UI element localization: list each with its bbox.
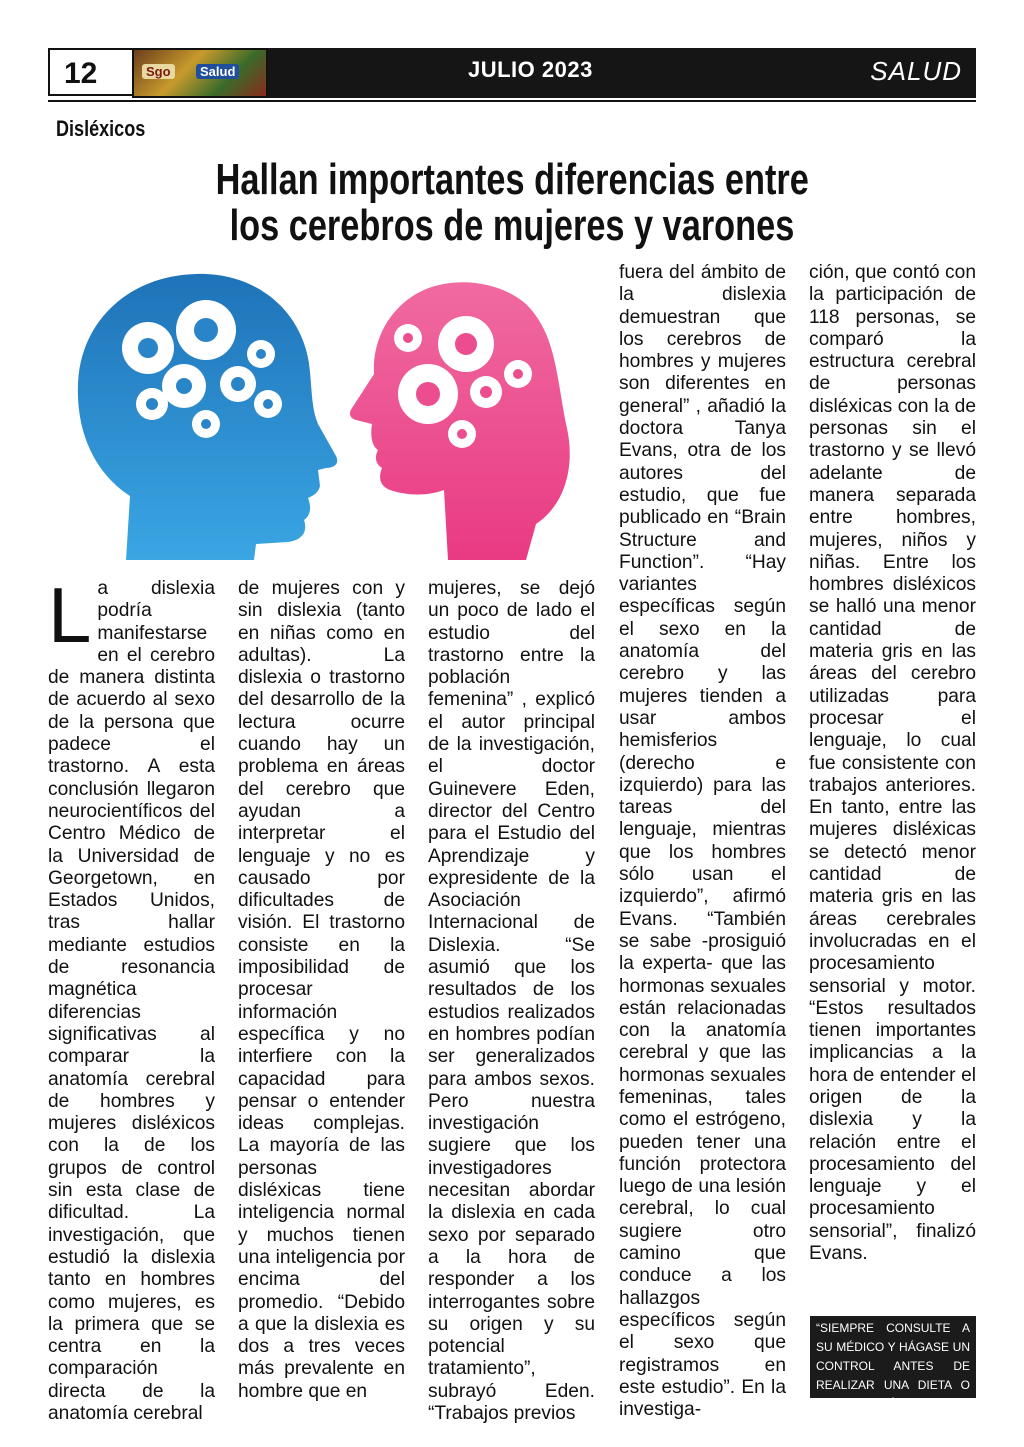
health-advice-box: “SIEMPRE CONSULTE A SU MÉDICO Y HÁGASE UN CONTROL ANTES DE REALIZAR UNA DIETA O ACTIVIDAD FÍSICA” [810, 1316, 976, 1398]
publication-logo [132, 48, 268, 98]
issue-date: JULIO 2023 [468, 57, 593, 82]
logo-text-right: Salud [196, 64, 239, 79]
column-2-text: de mujeres con y sin dislexia (tanto en niñas como en adultas). La dislexia o trastorno del desarrollo de la lectura ocurre cuando hay un problema en áreas del cerebro que ayudan a interpretar el lenguaje y no es causado por dificultades de visión. El trastorno consiste en la imposibilidad de procesar información específica y no interfiere con la capacidad para pensar o entender ideas complejas. La mayoría de las personas disléxicas tiene inteligencia normal y muchos tienen una inteligencia por encima del promedio. “Debido a que la dislexia es dos a tres veces más prevalente en hombre que en [238, 578, 405, 1402]
column-5-text: ción, que contó con la participación de 118 personas, se comparó la estructura cerebral de personas disléxicas con la de personas sin el trastorno y se llevó adelante de manera separada entre hombres, mujeres, niños y niñas. Entre los hombres disléxicos se halló una menor cantidad de materia gris en las áreas del cerebro utilizadas para procesar el lenguaje, lo cual fue consistente con trabajos anteriores. En tanto, entre las mujeres disléxicas se detectó menor cantidad de materia gris en las áreas cerebrales involucradas en el procesamiento sensorial y motor. “Estos resultados tienen importantes implicancias a la hora de entender el origen de la dislexia y la relación entre el procesamiento del lenguaje y el procesamiento sensorial”, finalizó Evans. [809, 262, 976, 1265]
brain-gears-illustration [56, 264, 608, 564]
column-1-text: a dislexia podría manifestarse en el cerebro de manera distinta de acuerdo al sexo de la persona que padece el trastorno. A esta conclusión llegaron neurocientíficos del Centro Médico de la Universidad de Georgetown, en Estados Unidos, tras hallar mediante estudios de resonancia magnética diferencias significativas al comparar la anatomía cerebral de hombres y mujeres disléxicos con la de los grupos de control sin esta clase de dificultad. La investigación, que estudió la dislexia tanto en hombres como mujeres, es la primera que se centra en la comparación directa de la anatomía cerebral [48, 578, 215, 1424]
page-header [48, 48, 976, 100]
article-column-2 [238, 578, 405, 1403]
drop-cap: L [48, 571, 92, 659]
section-name: SALUD [870, 56, 962, 86]
article-column-5 [809, 262, 976, 1265]
article-column-3 [428, 578, 595, 1425]
page-number: 12 [48, 48, 132, 96]
column-3-text: mujeres, se dejó un poco de lado el estudio del trastorno entre la población femenina” , explicó el autor principal de la investigación, el doctor Guinevere Eden, director del Centro para el Estudio del Aprendizaje y expresidente de la Asociación Internacional de Dislexia. “Se asumió que los resultados de los estudios realizados en hombres podían ser generalizados para ambos sexos. Pero nuestra investigación sugiere que los investigadores necesitan abordar la dislexia en cada sexo por separado a la hora de responder a los interrogantes sobre su origen y su potencial tratamiento”, subrayó Eden. “Trabajos previos [428, 578, 595, 1424]
header-divider [48, 100, 976, 102]
headline-line-1: Hallan importantes diferencias entre [215, 155, 809, 204]
article-column-4 [619, 262, 786, 1421]
headline-line-2: los cerebros de mujeres y varones [229, 201, 795, 250]
header-bar [268, 48, 976, 98]
article-kicker: Disléxicos [56, 116, 146, 141]
article-column-1 [48, 571, 215, 1425]
column-4-text: fuera del ámbito de la dislexia demuestran que los cerebros de hombres y mujeres son diferentes en general” , añadió la doctora Tanya Evans, otra de los autores del estudio, que fue publicado en “Brain Structure and Function”. “Hay variantes específicas según el sexo en la anatomía del cerebro y las mujeres tienden a usar ambos hemisferios (derecho e izquierdo) para las tareas del lenguaje, mientras que los hombres sólo usan el izquierdo”, afirmó Evans. “También se sabe -prosiguió la experta- que las hormonas sexuales están relacionadas con la anatomía cerebral y que las hormonas sexuales femeninas, tales como el estrógeno, pueden tener una función protectora luego de una lesión cerebral, lo cual sugiere otro camino que conduce a los hallazgos específicos según el sexo que registramos en este estudio”. En la investiga- [619, 262, 786, 1421]
logo-text-left: Sgo [142, 64, 175, 79]
